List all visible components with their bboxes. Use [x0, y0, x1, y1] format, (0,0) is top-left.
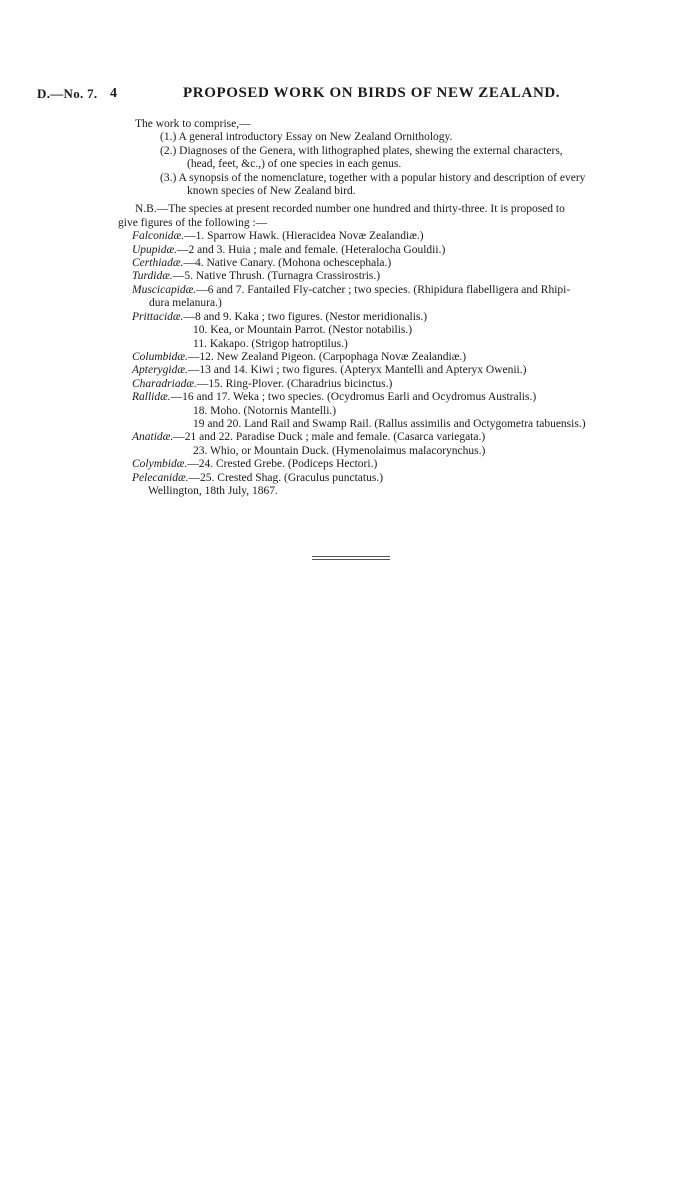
species-entry: [0, 284, 700, 297]
species-text: 10. Kea, or Mountain Parrot. (Nestor notabilis.): [193, 324, 413, 337]
page-header: [0, 86, 700, 108]
species-entry: [0, 244, 700, 257]
species-text: —4. Native Canary. (Mohona ochescephala.): [183, 257, 392, 270]
closing-dateline: Wellington, 18th July, 1867.: [148, 484, 278, 497]
species-text: —16 and 17. Weka ; two species. (Ocydromus Earli and Ocydromus Australis.): [170, 391, 537, 404]
species-entry: [0, 270, 700, 283]
intro-lead: The work to comprise,—: [135, 118, 251, 130]
family-name: Muscicapidæ.: [132, 283, 197, 296]
species-entry: [0, 472, 700, 485]
species-text: —24. Crested Grebe. (Podiceps Hectori.): [187, 458, 378, 471]
species-text: —25. Crested Shag. (Graculus punctatus.): [188, 471, 384, 484]
species-entry: [0, 431, 700, 444]
species-entry: [0, 324, 700, 337]
species-entry: [0, 311, 700, 324]
family-name: Turdidæ.: [132, 270, 173, 283]
family-name: Upupidæ.: [132, 243, 178, 256]
species-entry: [0, 445, 700, 458]
family-name: Certhiadæ.: [132, 257, 184, 270]
species-text: —5. Native Thrush. (Turnagra Crassirostris.): [172, 270, 381, 283]
intro-item-3: (3.) A synopsis of the nomenclature, together with a popular history and description of every: [160, 171, 586, 184]
family-name: Columbidæ.: [132, 350, 188, 363]
species-text: 23. Whio, or Mountain Duck. (Hymenolaimus malacorynchus.): [193, 444, 486, 457]
species-text: 18. Moho. (Notornis Mantelli.): [193, 404, 337, 417]
species-entry: [0, 405, 700, 418]
page-number: 4: [110, 86, 117, 101]
species-text: 11. Kakapo. (Strigop hatroptilus.): [193, 337, 348, 350]
page-title: PROPOSED WORK ON BIRDS OF NEW ZEALAND.: [183, 85, 561, 101]
species-entry: [0, 458, 700, 471]
section-divider-top: [312, 556, 390, 557]
species-text: —1. Sparrow Hawk. (Hieracidea Novæ Zealandiæ.): [184, 230, 424, 243]
family-name: Pelecanidæ.: [132, 471, 189, 484]
species-text: —2 and 3. Huia ; male and female. (Heteralocha Gouldii.): [177, 243, 446, 256]
family-name: Prittacidæ.: [132, 310, 184, 323]
species-entry: [0, 418, 700, 431]
species-entry-continued: dura melanura.): [149, 297, 222, 310]
species-entry: [0, 230, 700, 243]
intro-item-3-continued: known species of New Zealand bird.: [187, 185, 356, 198]
document-body: [0, 118, 700, 498]
family-name: Anatidæ.: [132, 431, 174, 444]
intro-item-2-continued: (head, feet, &c.,) of one species in each genus.: [187, 158, 402, 171]
nb-paragraph-continued: give figures of the following :—: [118, 216, 268, 229]
family-name: Colymbidæ.: [132, 458, 188, 471]
family-name: Charadriadæ.: [132, 377, 197, 390]
species-entry: [0, 391, 700, 404]
intro-item-2: (2.) Diagnoses of the Genera, with lithographed plates, shewing the external characters,: [160, 144, 563, 157]
species-text: —13 and 14. Kiwi ; two figures. (Apteryx Mantelli and Apteryx Owenii.): [187, 364, 527, 377]
family-name: Falconidæ.: [132, 230, 185, 243]
species-text: —6 and 7. Fantailed Fly-catcher ; two species. (Rhipidura flabelligera and Rhipi-: [196, 283, 571, 296]
species-entry: [0, 338, 700, 351]
species-entry: [0, 257, 700, 270]
species-text: —12. New Zealand Pigeon. (Carpophaga Novæ Zealandiæ.): [187, 350, 467, 363]
species-text: —21 and 22. Paradise Duck ; male and female. (Casarca variegata.): [173, 431, 486, 444]
family-name: Apterygidæ.: [132, 364, 188, 377]
intro-item-1: (1.) A general introductory Essay on New Zealand Ornithology.: [160, 131, 453, 144]
family-name: Rallidæ.: [132, 391, 171, 404]
species-text: —15. Ring-Plover. (Charadrius bicinctus.): [196, 377, 393, 390]
document-reference: D.—No. 7.: [37, 86, 98, 101]
species-entry: [0, 364, 700, 377]
nb-paragraph: N.B.—The species at present recorded number one hundred and thirty-three. It is proposed to: [135, 203, 565, 216]
section-divider-bottom: [312, 559, 390, 560]
species-entry: [0, 378, 700, 391]
species-text: —8 and 9. Kaka ; two figures. (Nestor meridionalis.): [183, 310, 428, 323]
species-entry: [0, 351, 700, 364]
species-text: 19 and 20. Land Rail and Swamp Rail. (Rallus assimilis and Octygometra tabuensis.): [193, 417, 586, 430]
